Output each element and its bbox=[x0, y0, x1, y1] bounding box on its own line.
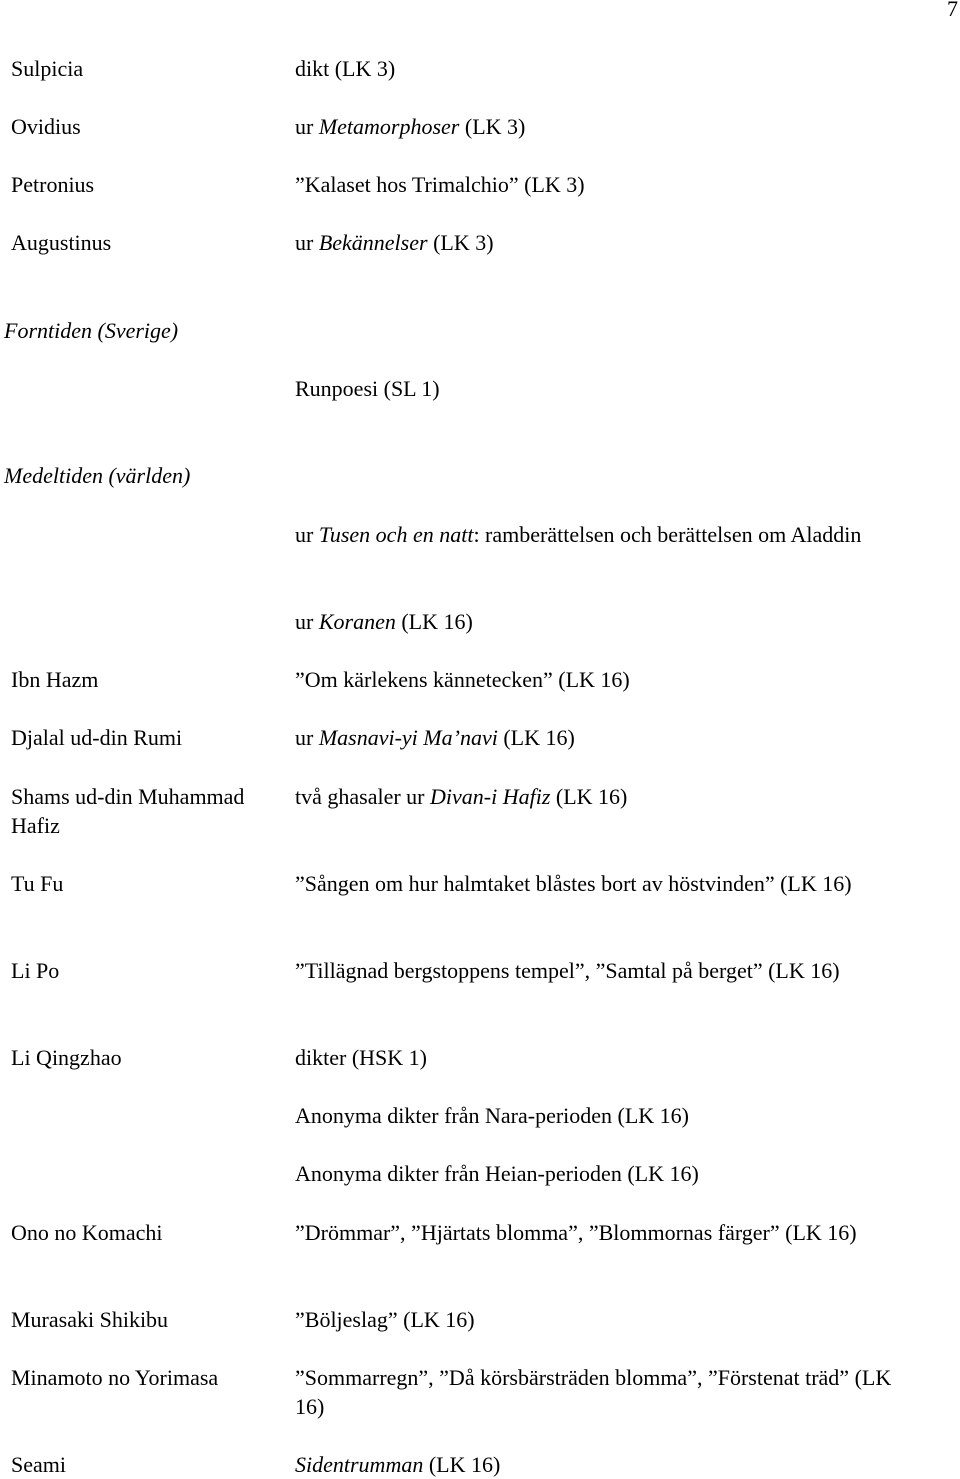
author-name: Minamoto no Yorimasa bbox=[11, 1365, 219, 1390]
work-title: ur Tusen och en natt: ramberättelsen och berättelsen om Aladdin bbox=[295, 522, 862, 547]
work-title: ”Tillägnad bergstoppens tempel”, ”Samtal på berget” (LK 16) bbox=[295, 958, 840, 983]
author-name: Ovidius bbox=[11, 114, 81, 139]
author-name: Li Qingzhao bbox=[11, 1045, 122, 1070]
author-name: Li Po bbox=[11, 958, 60, 983]
work-title: ”Drömmar”, ”Hjärtats blomma”, ”Blommornas färger” (LK 16) bbox=[295, 1220, 857, 1245]
work-title: ”Böljeslag” (LK 16) bbox=[295, 1307, 475, 1332]
author-name: Djalal ud-din Rumi bbox=[11, 725, 183, 750]
section-heading: Forntiden (Sverige) bbox=[4, 318, 179, 343]
work-title: ur Bekännelser (LK 3) bbox=[295, 230, 494, 255]
section-heading: Medeltiden (världen) bbox=[4, 463, 191, 488]
work-title: ur Masnavi-yi Ma’navi (LK 16) bbox=[295, 725, 575, 750]
work-title: dikter (HSK 1) bbox=[295, 1045, 427, 1070]
work-title: Anonyma dikter från Nara-perioden (LK 16) bbox=[295, 1103, 690, 1128]
author-name: Ibn Hazm bbox=[11, 667, 99, 692]
work-title: ur Koranen (LK 16) bbox=[295, 609, 473, 634]
work-title: två ghasaler ur Divan-i Hafiz (LK 16) bbox=[295, 784, 628, 809]
author-name: Petronius bbox=[11, 172, 95, 197]
work-title: ”Sången om hur halmtaket blåstes bort av höstvinden” (LK 16) bbox=[295, 871, 852, 896]
work-title: ”Sommarregn”, ”Då körsbärsträden blomma”, ”Förstenat träd” (LK 16) bbox=[295, 1365, 892, 1419]
author-name: Sulpicia bbox=[11, 56, 84, 81]
author-name: Shams ud-din Muhammad Hafiz bbox=[11, 784, 245, 838]
author-name: Seami bbox=[11, 1452, 66, 1477]
work-title: ur Metamorphoser (LK 3) bbox=[295, 114, 526, 139]
work-title: Runpoesi (SL 1) bbox=[295, 376, 440, 401]
work-title: dikt (LK 3) bbox=[295, 56, 396, 81]
work-title: ”Kalaset hos Trimalchio” (LK 3) bbox=[295, 172, 585, 197]
page-number: 7 bbox=[947, 0, 958, 21]
author-name: Tu Fu bbox=[11, 871, 64, 896]
work-title: ”Om kärlekens kännetecken” (LK 16) bbox=[295, 667, 630, 692]
author-name: Augustinus bbox=[11, 230, 112, 255]
work-title: Sidentrumman (LK 16) bbox=[295, 1452, 501, 1477]
author-name: Murasaki Shikibu bbox=[11, 1307, 169, 1332]
work-title: Anonyma dikter från Heian-perioden (LK 16) bbox=[295, 1161, 699, 1186]
author-name: Ono no Komachi bbox=[11, 1220, 163, 1245]
